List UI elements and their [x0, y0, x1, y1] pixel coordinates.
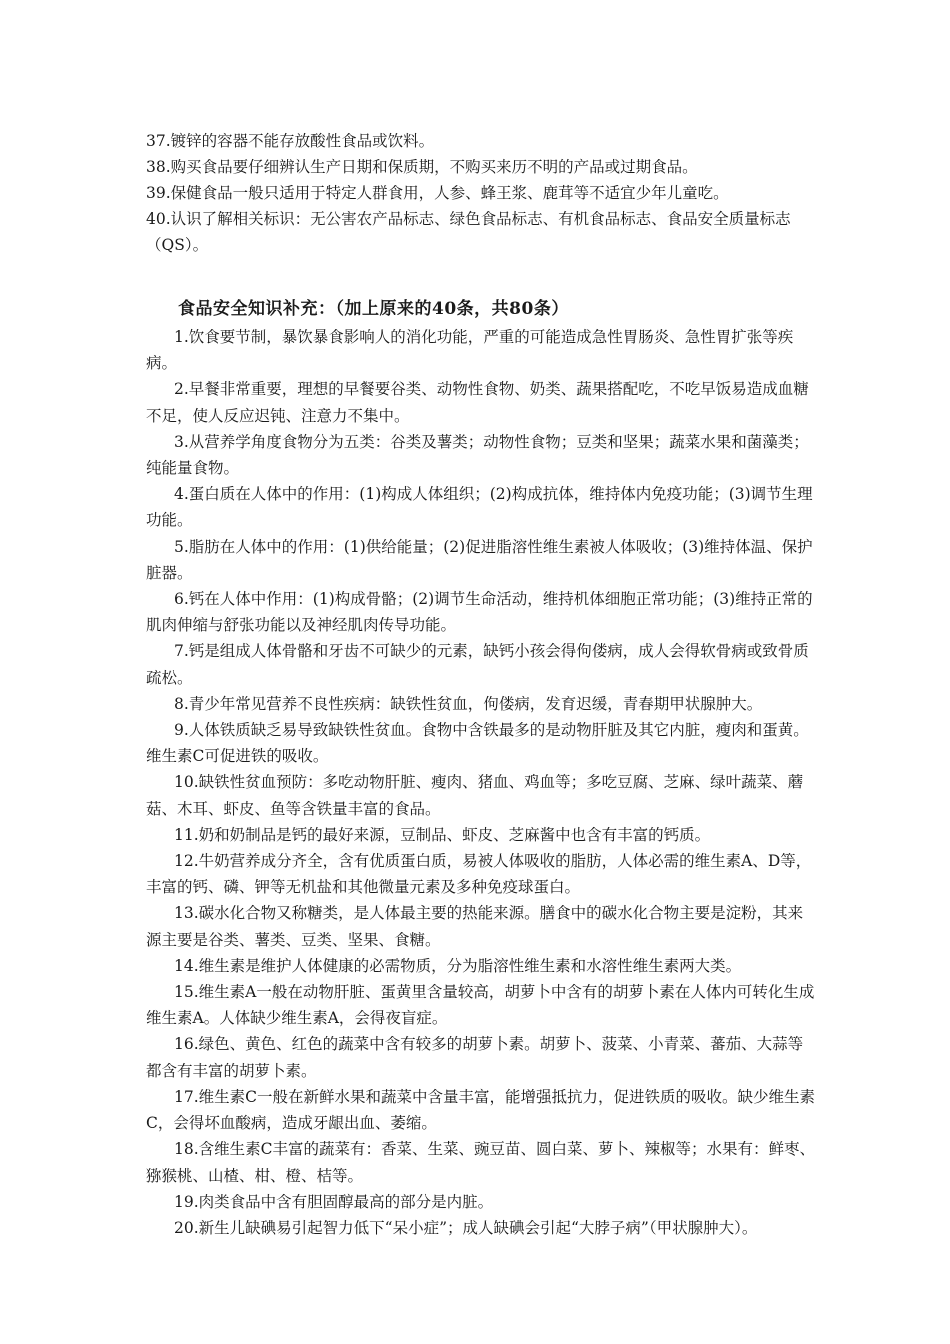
- list-item: 16.绿色、黄色、红色的蔬菜中含有较多的胡萝卜素。胡萝卜、菠菜、小青菜、蕃茄、大蒜等都含有丰富的胡萝卜素。: [146, 1035, 804, 1080]
- list-item: 13.碳水化合物又称糖类，是人体最主要的热能来源。膳食中的碳水化合物主要是淀粉，其来源主要是谷类、薯类、豆类、坚果、食糖。: [146, 904, 804, 949]
- list-item: 5.脂肪在人体中的作用：(1)供给能量；(2)促进脂溶性维生素被人体吸收；(3)维持体温、保护脏器。: [146, 537, 813, 582]
- list-item: 15.维生素A一般在动物肝脏、蛋黄里含量较高，胡萝卜中含有的胡萝卜素在人体内可转化生成维生素A。人体缺少维生素A，会得夜盲症。: [146, 983, 815, 1028]
- list-item: 4.蛋白质在人体中的作用：(1)构成人体组织；(2)构成抗体，维持体内免疫功能；(3)调节生理功能。: [146, 485, 813, 530]
- list-item: 19.肉类食品中含有胆固醇最高的部分是内脏。: [174, 1192, 494, 1211]
- list-item: 10.缺铁性贫血预防：多吃动物肝脏、瘦肉、猪血、鸡血等；多吃豆腐、芝麻、绿叶蔬菜、蘑菇、木耳、虾皮、鱼等含铁量丰富的食品。: [146, 773, 804, 818]
- list-item: 39.保健食品一般只适用于特定人群食用，人参、蜂王浆、鹿茸等不适宜少年儿童吃。: [146, 184, 729, 202]
- list-item: 38.购买食品要仔细辨认生产日期和保质期，不购买来历不明的产品或过期食品。: [146, 158, 698, 176]
- list-item: 3.从营养学角度食物分为五类：谷类及薯类；动物性食物；豆类和坚果；蔬菜水果和菌藻类；纯能量食物。: [146, 432, 809, 478]
- list-item: 17.维生素C一般在新鲜水果和蔬菜中含量丰富，能增强抵抗力，促进铁质的吸收。缺少维生素C，会得坏血酸病，造成牙龈出血、萎缩。: [146, 1087, 816, 1133]
- list-item: 37.镀锌的容器不能存放酸性食品或饮料。: [146, 132, 435, 150]
- list-item: 40.认识了解相关标识：无公害农产品标志、绿色食品标志、有机食品标志、食品安全质量标志（QS）。: [146, 210, 791, 254]
- list-item: 6.钙在人体中作用：(1)构成骨骼；(2)调节生命活动，维持机体细胞正常功能；(3)维持正常的肌肉伸缩与舒张功能以及神经肌肉传导功能。: [146, 590, 813, 635]
- list-item: 12.牛奶营养成分齐全，含有优质蛋白质，易被人体吸收的脂肪，人体必需的维生素A、D等，丰富的钙、磷、钾等无机盐和其他微量元素及多种免疫球蛋白。: [146, 852, 812, 897]
- list-item: 11.奶和奶制品是钙的最好来源，豆制品、虾皮、芝麻酱中也含有丰富的钙质。: [174, 825, 711, 844]
- list-item: 7.钙是组成人体骨骼和牙齿不可缺少的元素，缺钙小孩会得佝偻病，成人会得软骨病或致骨质疏松。: [146, 642, 809, 687]
- supplement-items-list: [146, 324, 818, 1241]
- list-item: 18.含维生素C丰富的蔬菜有：香菜、生菜、豌豆苗、圆白菜、萝卜、辣椒等；水果有：鲜枣、猕猴桃、山楂、柑、橙、桔等。: [146, 1140, 816, 1185]
- list-item: 1.饮食要节制，暴饮暴食影响人的消化功能，严重的可能造成急性胃肠炎、急性胃扩张等疾病。: [146, 328, 794, 373]
- previous-items-list: [146, 128, 826, 258]
- section-title: 食品安全知识补充：（加上原来的40条，共80条）: [178, 299, 569, 319]
- list-item: 9.人体铁质缺乏易导致缺铁性贫血。食物中含铁最多的是动物肝脏及其它内脏，瘦肉和蛋黄。维生素C可促进铁的吸收。: [146, 721, 809, 766]
- list-item: 14.维生素是维护人体健康的必需物质，分为脂溶性维生素和水溶性维生素两大类。: [174, 956, 742, 975]
- list-item: 20.新生儿缺碘易引起智力低下“呆小症”；成人缺碘会引起“大脖子病”（甲状腺肿大）。: [174, 1218, 758, 1237]
- list-item: 8.青少年常见营养不良性疾病：缺铁性贫血，佝偻病，发育迟缓，青春期甲状腺肿大。: [174, 694, 763, 713]
- list-item: 2.早餐非常重要，理想的早餐要谷类、动物性食物、奶类、蔬果搭配吃，不吃早饭易造成血糖不足，使人反应迟钝、注意力不集中。: [146, 380, 809, 425]
